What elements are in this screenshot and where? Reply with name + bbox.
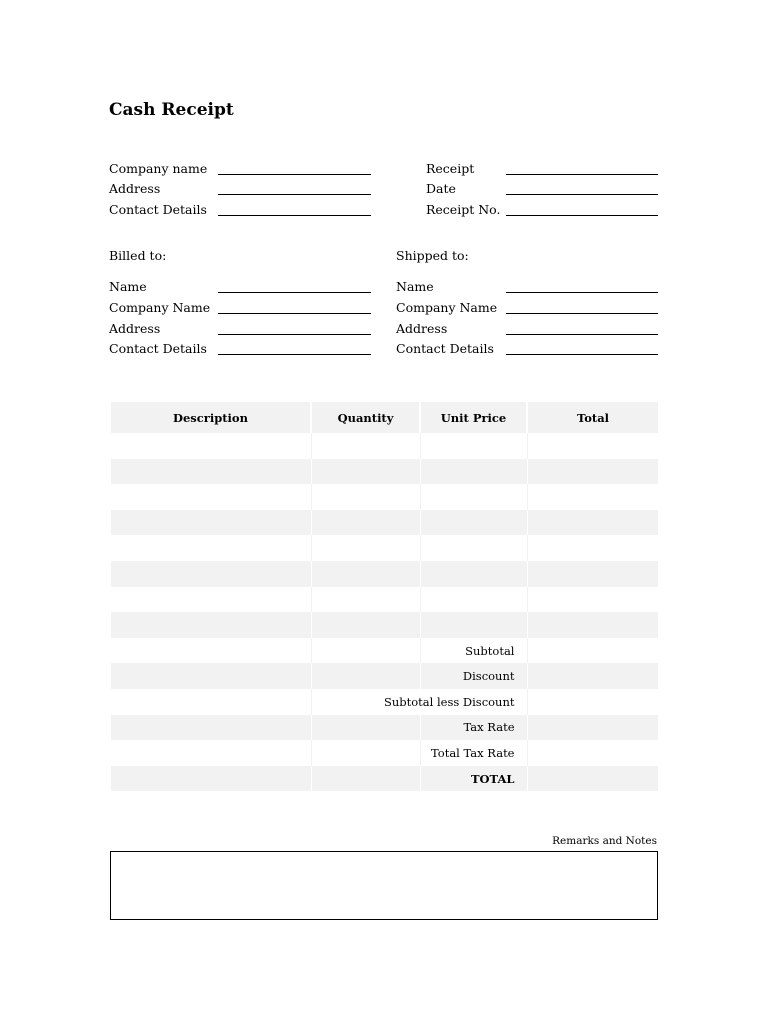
shipped-address-line[interactable] <box>506 334 658 335</box>
shipped-contact-line[interactable] <box>506 354 658 355</box>
company-name-line[interactable] <box>218 174 371 175</box>
table-cell <box>111 689 311 715</box>
field-label: Contact Details <box>109 202 207 217</box>
receipt-line[interactable] <box>506 174 658 175</box>
subtotal-label: Subtotal <box>420 638 527 664</box>
billed-company-line[interactable] <box>218 313 371 314</box>
field-label: Address <box>109 181 161 196</box>
items-table <box>111 402 659 791</box>
receipt-field <box>426 161 658 177</box>
table-cell[interactable] <box>111 484 311 510</box>
table-cell[interactable] <box>420 459 527 485</box>
field-label: Date <box>426 181 456 196</box>
company-name-field <box>109 161 371 177</box>
table-cell <box>311 638 420 664</box>
table-cell[interactable] <box>311 561 420 587</box>
table-cell[interactable] <box>111 535 311 561</box>
table-cell <box>311 715 420 741</box>
table-cell[interactable] <box>527 612 658 638</box>
table-row <box>111 459 658 485</box>
header-quantity: Quantity <box>311 402 420 433</box>
table-cell[interactable] <box>527 484 658 510</box>
discount-row <box>111 663 658 689</box>
table-cell <box>111 740 311 766</box>
table-cell <box>111 638 311 664</box>
remarks-box[interactable] <box>110 851 658 920</box>
billed-contact-field <box>109 341 371 357</box>
total-label: TOTAL <box>420 766 527 792</box>
table-cell[interactable] <box>311 484 420 510</box>
table-cell[interactable] <box>311 510 420 536</box>
contact-details-line[interactable] <box>218 215 371 216</box>
table-cell[interactable] <box>420 484 527 510</box>
contact-details-field <box>109 202 371 218</box>
address-line[interactable] <box>218 194 371 195</box>
table-row <box>111 561 658 587</box>
discount-value[interactable] <box>527 663 658 689</box>
total-tax-rate-value[interactable] <box>527 740 658 766</box>
table-cell[interactable] <box>527 433 658 459</box>
field-label: Name <box>396 279 434 294</box>
table-cell[interactable] <box>420 587 527 613</box>
shipped-name-line[interactable] <box>506 292 658 293</box>
discount-label: Discount <box>420 663 527 689</box>
table-row <box>111 535 658 561</box>
header-total: Total <box>527 402 658 433</box>
field-label: Contact Details <box>396 341 494 356</box>
table-cell[interactable] <box>111 612 311 638</box>
table-cell[interactable] <box>111 433 311 459</box>
shipped-name-field <box>396 279 658 295</box>
shipped-contact-field <box>396 341 658 357</box>
table-cell <box>311 740 420 766</box>
total-value[interactable] <box>527 766 658 792</box>
table-cell[interactable] <box>111 459 311 485</box>
table-cell[interactable] <box>420 433 527 459</box>
table-cell[interactable] <box>111 510 311 536</box>
subtotal-value[interactable] <box>527 638 658 664</box>
billed-to-label: Billed to: <box>109 248 167 263</box>
billed-contact-line[interactable] <box>218 354 371 355</box>
table-cell[interactable] <box>111 561 311 587</box>
table-cell[interactable] <box>311 459 420 485</box>
tax-rate-value[interactable] <box>527 715 658 741</box>
table-header-row <box>111 402 658 433</box>
table-cell[interactable] <box>311 612 420 638</box>
subtotal-less-discount-label: Subtotal less Discount <box>311 689 527 715</box>
remarks-label: Remarks and Notes <box>552 835 657 847</box>
table-cell[interactable] <box>527 459 658 485</box>
table-cell <box>311 663 420 689</box>
table-cell[interactable] <box>311 433 420 459</box>
billed-name-line[interactable] <box>218 292 371 293</box>
field-label: Receipt <box>426 161 475 176</box>
subtotal-less-discount-row <box>111 689 658 715</box>
shipped-address-field <box>396 321 658 337</box>
billed-name-field <box>109 279 371 295</box>
total-tax-rate-row <box>111 740 658 766</box>
shipped-company-line[interactable] <box>506 313 658 314</box>
table-cell[interactable] <box>311 587 420 613</box>
tax-rate-label: Tax Rate <box>420 715 527 741</box>
field-label: Company name <box>109 161 208 176</box>
table-cell[interactable] <box>111 587 311 613</box>
field-label: Receipt No. <box>426 202 501 217</box>
receipt-no-field <box>426 202 658 218</box>
table-cell[interactable] <box>527 510 658 536</box>
page-title: Cash Receipt <box>109 100 234 120</box>
table-cell[interactable] <box>420 561 527 587</box>
table-cell[interactable] <box>420 535 527 561</box>
field-label: Address <box>109 321 161 336</box>
table-cell[interactable] <box>527 535 658 561</box>
table-cell <box>111 766 311 792</box>
subtotal-row <box>111 638 658 664</box>
billed-address-line[interactable] <box>218 334 371 335</box>
address-field <box>109 181 371 197</box>
header-description: Description <box>111 402 311 433</box>
shipped-company-field <box>396 300 658 316</box>
table-cell[interactable] <box>420 510 527 536</box>
header-unit-price: Unit Price <box>420 402 527 433</box>
field-label: Contact Details <box>109 341 207 356</box>
table-cell[interactable] <box>420 612 527 638</box>
total-tax-rate-label: Total Tax Rate <box>420 740 527 766</box>
subtotal-less-discount-value[interactable] <box>527 689 658 715</box>
table-cell <box>311 766 420 792</box>
total-row <box>111 766 658 792</box>
table-row <box>111 587 658 613</box>
table-cell[interactable] <box>527 587 658 613</box>
shipped-to-label: Shipped to: <box>396 248 469 263</box>
table-cell <box>111 715 311 741</box>
field-label: Company Name <box>396 300 498 315</box>
field-label: Company Name <box>109 300 211 315</box>
table-cell[interactable] <box>311 535 420 561</box>
field-label: Address <box>396 321 448 336</box>
receipt-no-line[interactable] <box>506 215 658 216</box>
table-row <box>111 510 658 536</box>
billed-address-field <box>109 321 371 337</box>
table-row <box>111 433 658 459</box>
table-cell[interactable] <box>527 561 658 587</box>
tax-rate-row <box>111 715 658 741</box>
table-cell <box>111 663 311 689</box>
field-label: Name <box>109 279 147 294</box>
table-row <box>111 612 658 638</box>
date-field <box>426 181 658 197</box>
billed-company-field <box>109 300 371 316</box>
date-line[interactable] <box>506 194 658 195</box>
table-row <box>111 484 658 510</box>
